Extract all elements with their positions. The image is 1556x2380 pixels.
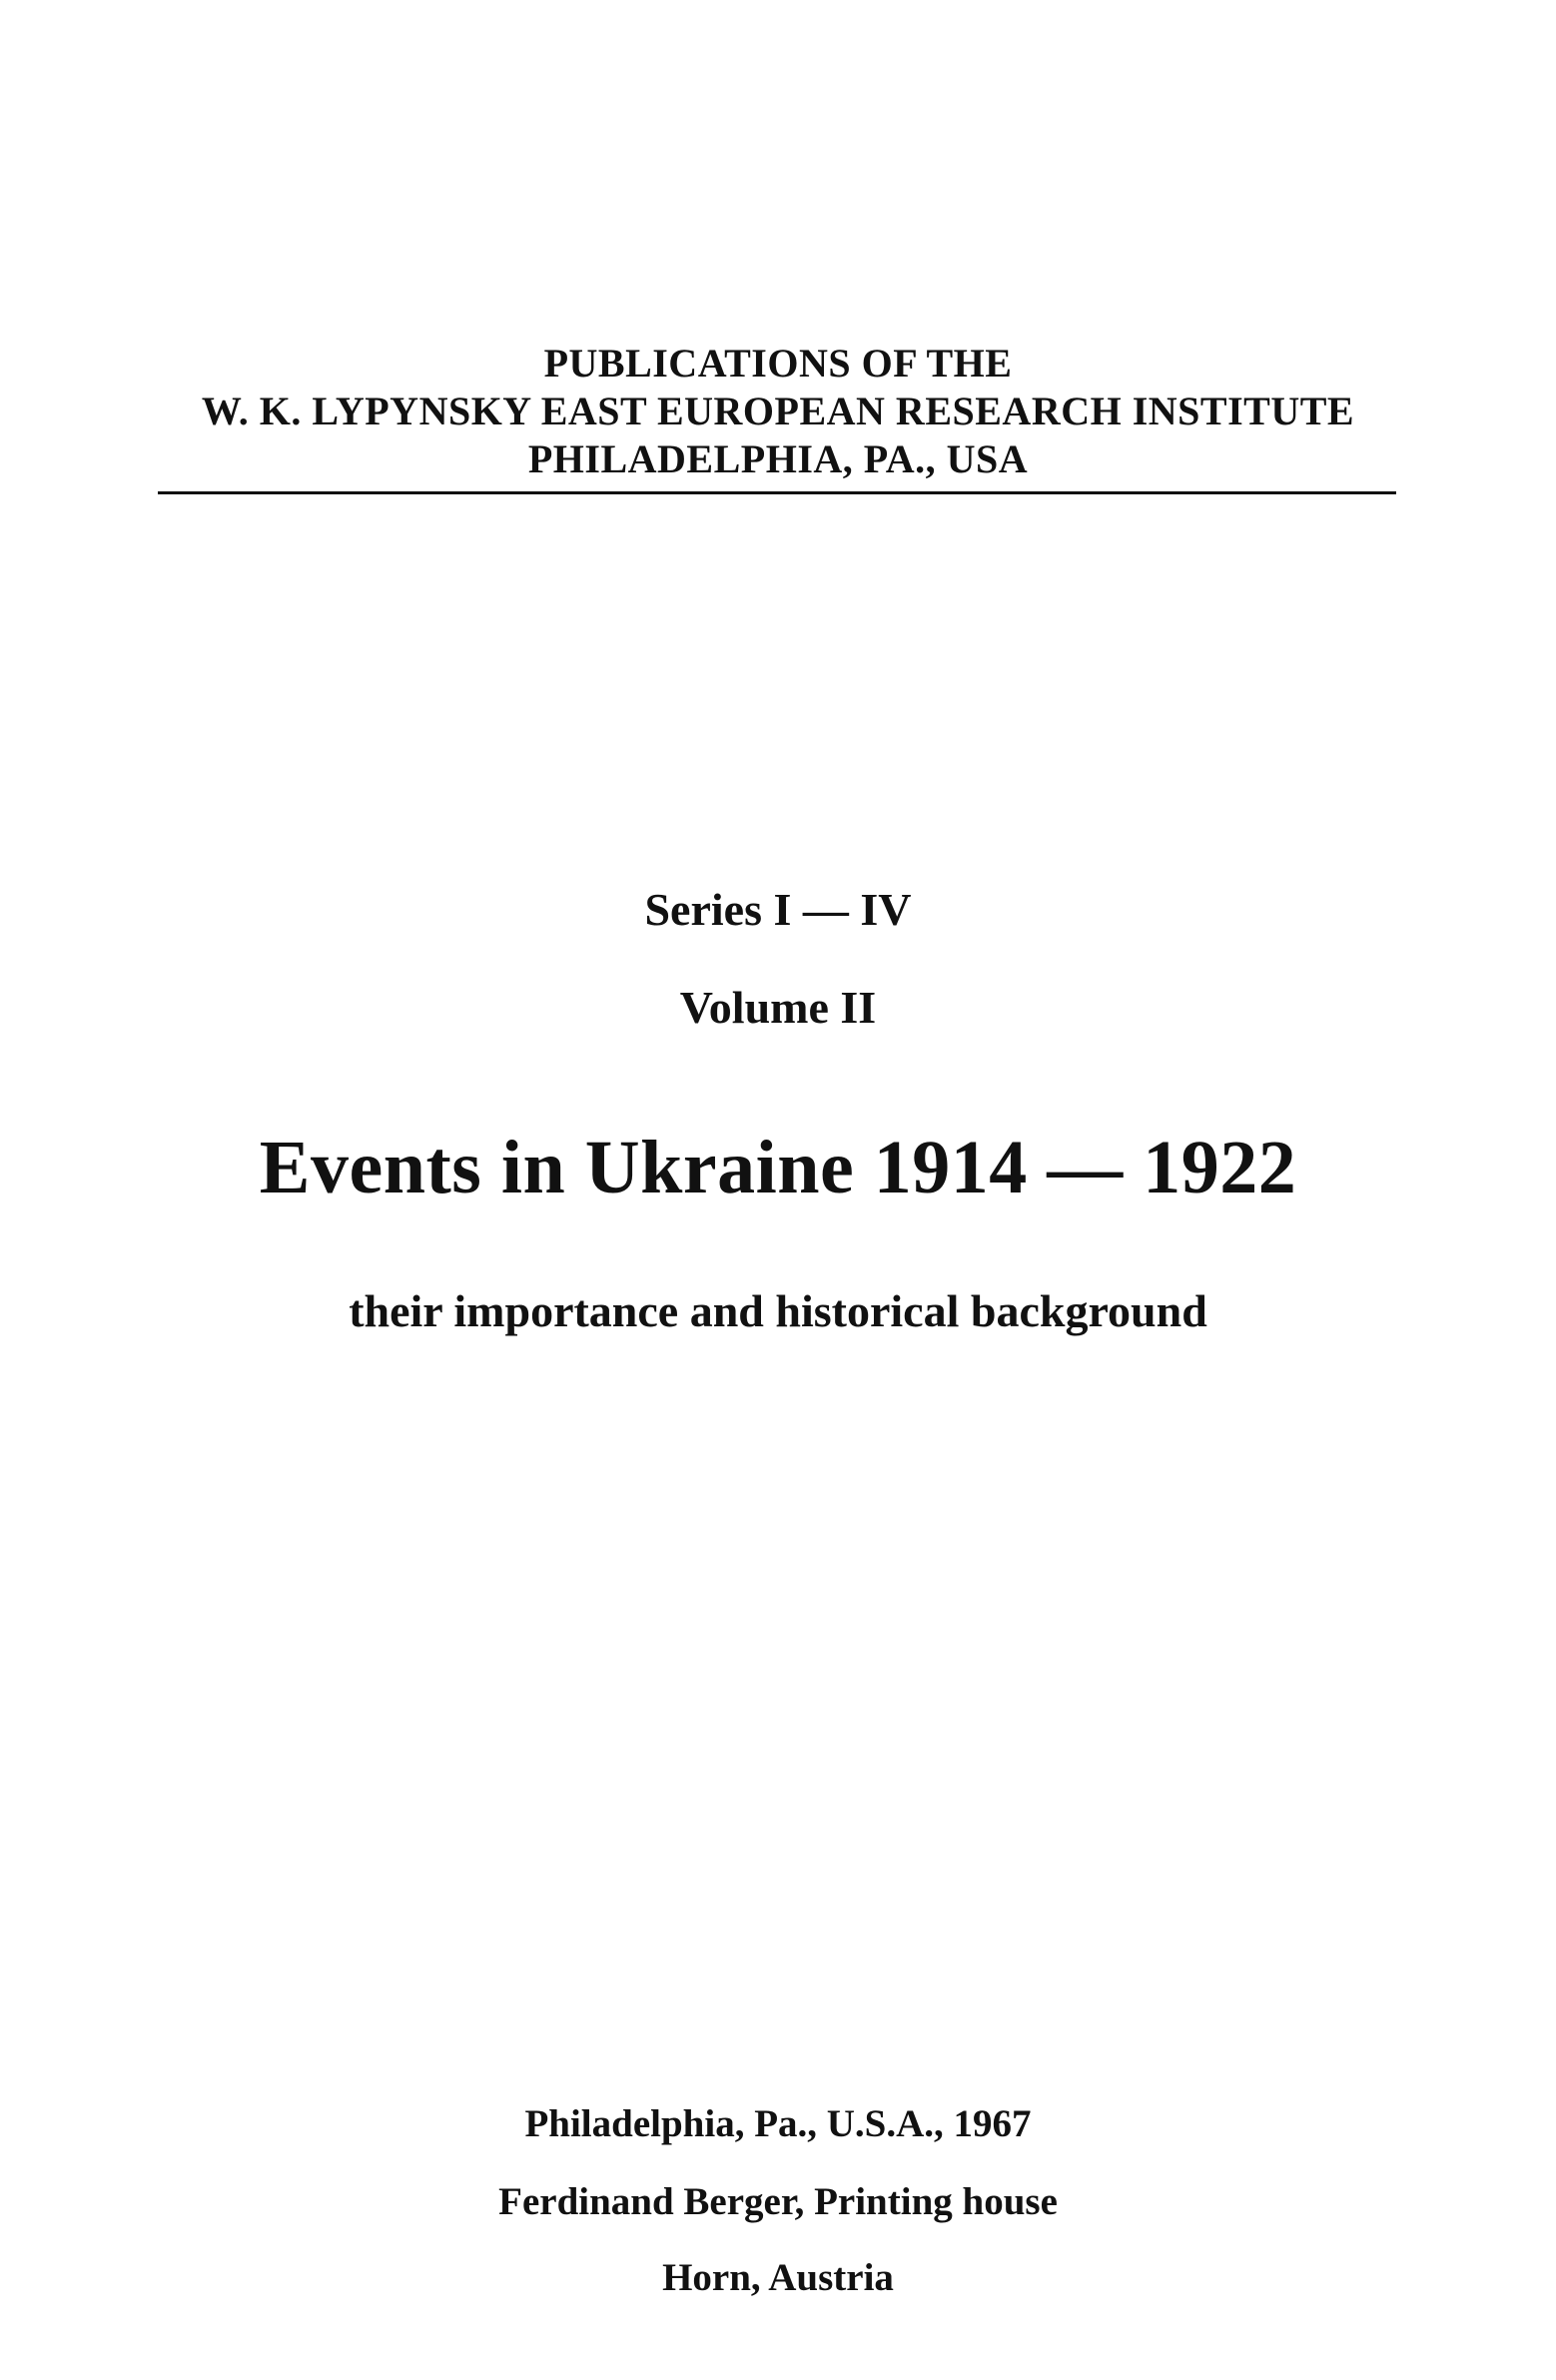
series-label: Series I — IV — [644, 884, 912, 935]
header-rule — [158, 491, 1396, 494]
book-title: Events in Ukraine 1914 — 1922 — [259, 1126, 1297, 1209]
imprint-line-1: Philadelphia, Pa., U.S.A., 1967 — [524, 2102, 1032, 2145]
book-subtitle: their importance and historical background — [349, 1285, 1207, 1336]
imprint-line-2: Ferdinand Berger, Printing house — [498, 2180, 1058, 2223]
publisher-line-2: W. K. LYPYNSKY EAST EUROPEAN RESEARCH INSTITUTE — [201, 389, 1355, 433]
publisher-line-1: PUBLICATIONS OF THE — [543, 341, 1013, 386]
publisher-line-3: PHILADELPHIA, PA., USA — [527, 436, 1029, 481]
volume-label: Volume II — [679, 982, 877, 1033]
imprint-line-3: Horn, Austria — [662, 2256, 894, 2299]
